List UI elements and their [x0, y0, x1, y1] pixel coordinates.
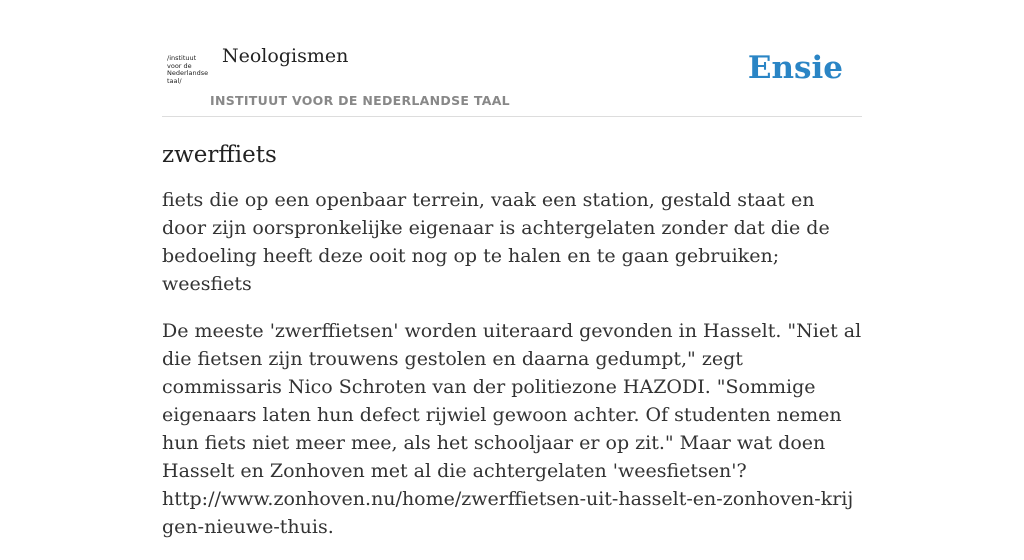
entry-quote — [162, 317, 862, 541]
entry-content — [162, 138, 862, 560]
logo-line: /instituut — [167, 54, 197, 62]
entry-definition: fiets die op een openbaar terrein, vaak een station, gestald staat en door zijn oorspronkelijke eigenaar is achtergelaten zonder dat die de bedoeling heeft deze ooit nog op te halen en te gaan gebruiken; weesfiets — [162, 189, 830, 295]
entry-title: zwerffiets — [162, 142, 277, 168]
site-name-link[interactable]: Neologismen — [222, 45, 349, 67]
institute-name: INSTITUUT VOOR DE NEDERLANDSE TAAL — [210, 93, 510, 108]
logo-line: voor de — [167, 61, 192, 70]
site-header — [162, 0, 862, 117]
quote-source: http://www.zonhoven.nu/home/zwerffietsen-uit-hasselt-en-zonhoven-krijgen-nieuwe-thuis. — [162, 488, 854, 538]
institute-logo[interactable] — [167, 55, 211, 91]
ensie-logo-link[interactable]: Ensie — [747, 50, 843, 86]
quote-text: De meeste 'zwerffietsen' worden uiteraard gevonden in Hasselt. "Niet al die fietsen zijn trouwens gestolen en daarna gedumpt," zegt commissaris Nico Schroten van der politiezone HAZODI. "Sommige eigenaars laten hun defect rijwiel gewoon achter. Of studenten nemen hun fiets niet meer mee, als het schooljaar er op zit." Maar wat doen Hasselt en Zonhoven met al die achtergelaten 'weesfietsen'? — [162, 320, 862, 482]
logo-line: taal/ — [167, 76, 182, 85]
logo-line: Nederlandse — [167, 69, 209, 77]
